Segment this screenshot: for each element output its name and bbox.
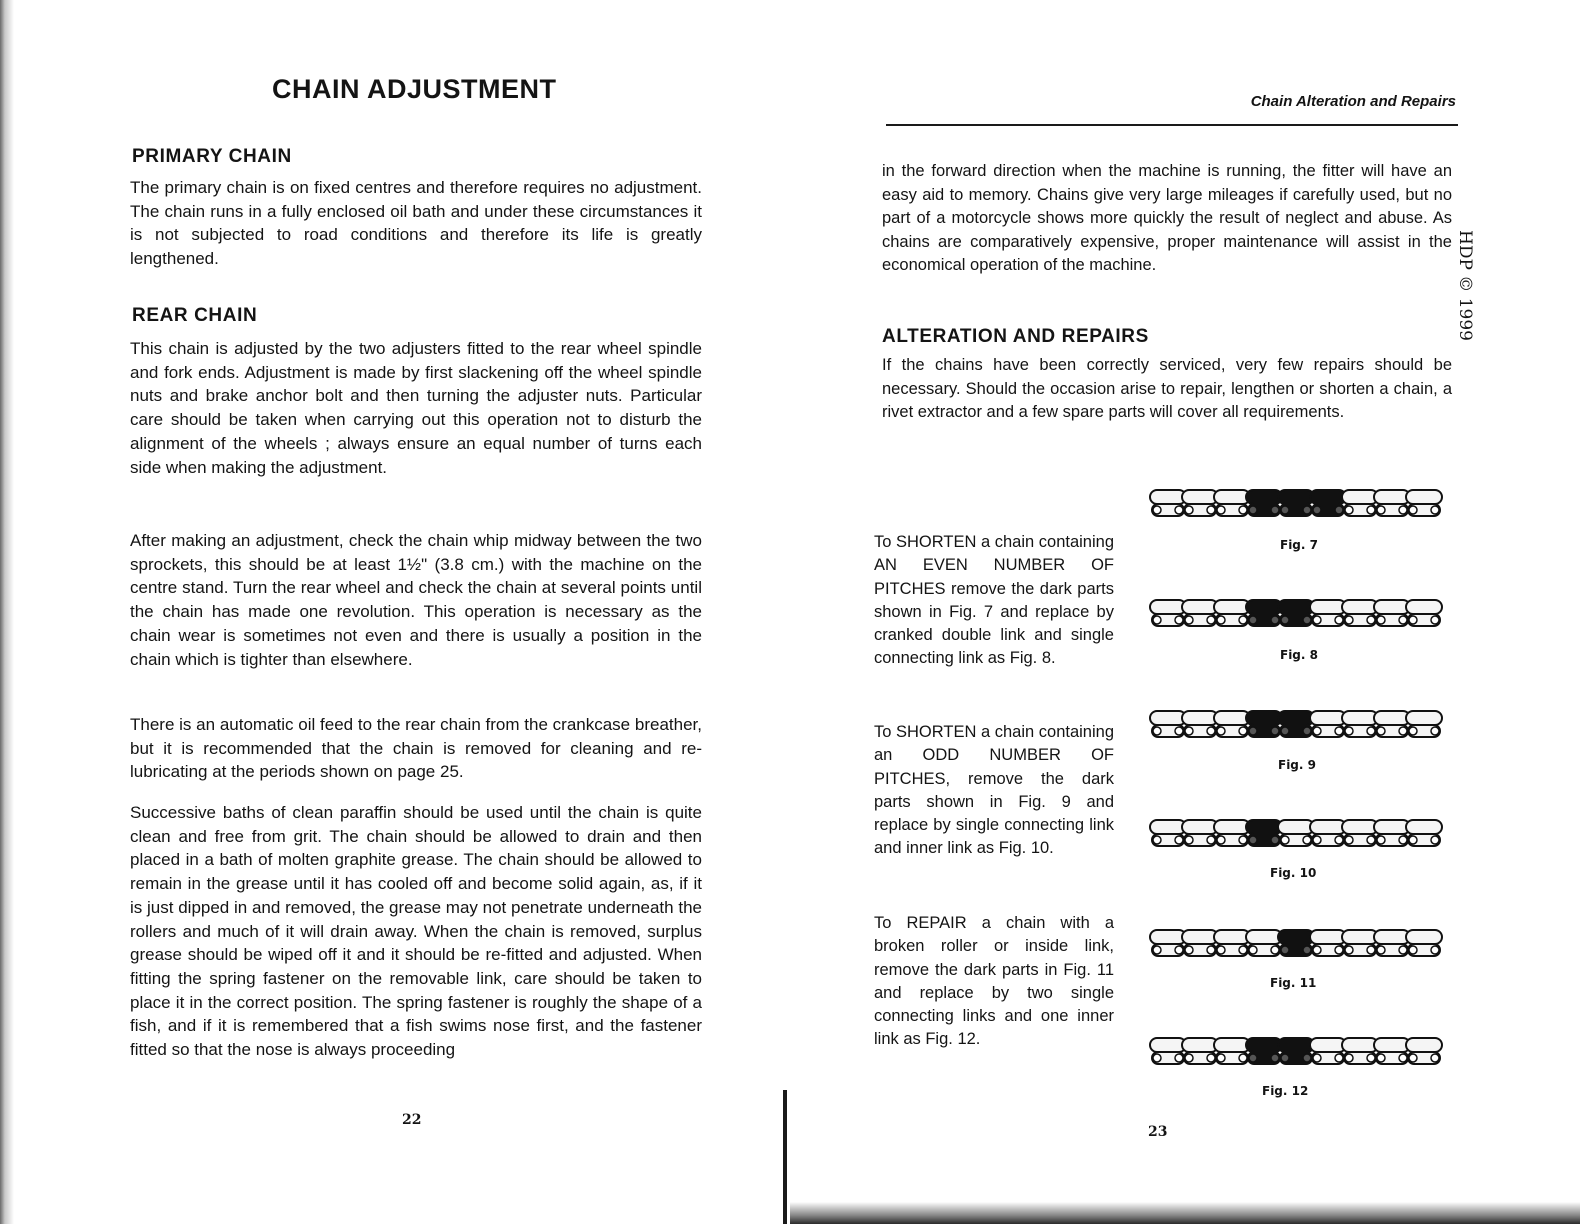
- chain-link: [1310, 600, 1346, 626]
- chain-link-dark: [1278, 600, 1314, 626]
- chain-link: [1214, 600, 1250, 626]
- chain-link-dark: [1246, 1038, 1282, 1064]
- book-left-edge-shadow: [0, 0, 14, 1224]
- chain-link: [1374, 1038, 1410, 1064]
- chain-link: [1406, 600, 1442, 626]
- chain-link: [1150, 930, 1186, 956]
- chain-link-dark: [1278, 1038, 1314, 1064]
- page-bottom-shadow: [790, 1202, 1580, 1224]
- chain-link: [1374, 711, 1410, 737]
- chain-figure-8: [1140, 592, 1450, 634]
- chain-link: [1150, 820, 1186, 846]
- chain-link: [1374, 930, 1410, 956]
- paragraph-primary-chain: The primary chain is on fixed centres and therefore requires no adjustment. The chain runs in a fully enclosed oil bath and under these circumstances it is not subjected to road conditions and therefore its life is greatly lengthened.: [130, 178, 702, 269]
- chain-link: [1374, 490, 1410, 516]
- chain-link-dark: [1246, 711, 1282, 737]
- page-number-left: 22: [402, 1112, 422, 1128]
- chain-link: [1342, 1038, 1378, 1064]
- page-number-right: 23: [1148, 1124, 1168, 1140]
- chain-link: [1214, 490, 1250, 516]
- chain-link-dark: [1278, 930, 1314, 956]
- paragraph-alteration-intro: If the chains have been correctly serviced, very few repairs should be necessary. Should the occasion arise to repair, lengthen or shorten a chain, a rivet extractor and a few spare parts will cover all requirements.: [882, 356, 1452, 421]
- figure-caption-11: Fig. 11: [1270, 976, 1317, 990]
- instruction-repair: To REPAIR a chain with a broken roller or inside link, remove the dark parts in Fig. 11 and replace by two single connecting links and one inner link as Fig. 12.: [874, 914, 1114, 1049]
- instruction-shorten-even: To SHORTEN a chain containing AN EVEN NUMBER OF PITCHES remove the dark parts shown in Fig. 7 and replace by cranked double link and single connecting link as Fig. 8.: [874, 533, 1114, 668]
- section-heading-rear-chain: REAR CHAIN: [132, 305, 258, 326]
- figure-caption-7: Fig. 7: [1280, 538, 1318, 552]
- chain-link: [1342, 711, 1378, 737]
- chain-link-dark: [1310, 490, 1346, 516]
- chain-link: [1150, 1038, 1186, 1064]
- page-title: CHAIN ADJUSTMENT: [272, 74, 557, 104]
- chain-link: [1374, 820, 1410, 846]
- chain-link: [1310, 1038, 1346, 1064]
- chain-link: [1150, 600, 1186, 626]
- chain-link-dark: [1278, 490, 1314, 516]
- chain-link: [1246, 930, 1282, 956]
- chain-link: [1406, 711, 1442, 737]
- chain-figure-7: [1140, 482, 1450, 524]
- paragraph-rear-chain-4: Successive baths of clean paraffin should be used until the chain is quite clean and free from grit. The chain should be allowed to drain and then placed in a bath of molten graphite grease. The chain should be allowed to remain in the grease until it has cooled off and become solid again, as, if it is just dipped in and removed, the grease may not penetrate underneath the rollers and much of it will drain away. When the chain is removed, surplus grease should be wiped off it and it should be re-fitted and adjusted. When fitting the spring fastener on the removable link, care should be taken to place it in the correct position. The spring fastener is roughly the shape of a fish, and if it is remembered that a fish swims nose first, and the fastener fitted so that the nose is always proceeding: [130, 803, 702, 1060]
- chain-figure-10: [1140, 812, 1450, 854]
- chain-link: [1214, 1038, 1250, 1064]
- chain-link: [1182, 930, 1218, 956]
- chain-link-dark: [1246, 490, 1282, 516]
- chain-link: [1278, 820, 1314, 846]
- header-rule: [886, 124, 1458, 126]
- figure-caption-10: Fig. 10: [1270, 866, 1317, 880]
- chain-figure-12: [1140, 1030, 1450, 1072]
- chain-link-dark: [1246, 820, 1282, 846]
- chain-link: [1214, 930, 1250, 956]
- chain-link: [1150, 711, 1186, 737]
- chain-link: [1182, 711, 1218, 737]
- chain-figure-9: [1140, 703, 1450, 745]
- chain-link: [1150, 490, 1186, 516]
- instruction-shorten-odd: To SHORTEN a chain containing an ODD NUMBER OF PITCHES, remove the dark parts shown in Fig. 9 and replace by single connecting link and inner link as Fig. 10.: [874, 723, 1114, 858]
- chain-link: [1182, 820, 1218, 846]
- paragraph-continuation: in the forward direction when the machine is running, the fitter will have an easy aid to memory. Chains give very large mileages if carefully used, but no part of a motorcycle shows more quickly the result of neglect and abuse. As chains are comparatively expensive, proper maintenance will assist in the economical operation of the machine.: [882, 162, 1452, 274]
- chain-link: [1406, 820, 1442, 846]
- paragraph-rear-chain-2: After making an adjustment, check the chain whip midway between the two sprockets, this should be at least 1½" (3.8 cm.) with the machine on the centre stand. Turn the rear wheel and check the chain at several points until the chain has made one revolution. This operation is necessary as the chain wear is sometimes not even and there is usually a position in the chain which is tighter than elsewhere.: [130, 531, 702, 669]
- chain-link: [1342, 820, 1378, 846]
- chain-link: [1406, 490, 1442, 516]
- chain-link: [1182, 490, 1218, 516]
- paragraph-rear-chain-3: There is an automatic oil feed to the rear chain from the crankcase breather, but it is recommended that the chain is removed for cleaning and re-lubricating at the periods shown on page 25.: [130, 715, 702, 782]
- chain-link: [1214, 820, 1250, 846]
- section-heading-alteration-repairs: ALTERATION AND REPAIRS: [882, 326, 1149, 347]
- running-head: Chain Alteration and Repairs: [1250, 93, 1456, 110]
- chain-link: [1406, 930, 1442, 956]
- chain-link: [1374, 600, 1410, 626]
- chain-link: [1182, 600, 1218, 626]
- chain-link: [1310, 930, 1346, 956]
- chain-link: [1182, 1038, 1218, 1064]
- chain-link: [1310, 820, 1346, 846]
- chain-link: [1342, 490, 1378, 516]
- chain-link-dark: [1278, 711, 1314, 737]
- chain-link: [1406, 1038, 1442, 1064]
- copyright-credit: HDP © 1999: [1455, 230, 1475, 341]
- book-spine: [783, 1090, 787, 1224]
- chain-link: [1310, 711, 1346, 737]
- chain-link: [1342, 600, 1378, 626]
- paragraph-rear-chain-1: This chain is adjusted by the two adjusters fitted to the rear wheel spindle and fork ends. Adjustment is made by first slackening off the wheel spindle nuts and brake anchor bolt and then turning the adjuster nuts. Particular care should be taken when carrying out this operation not to disturb the alignment of the wheels ; always ensure an equal number of turns each side when making the adjustment.: [130, 339, 702, 477]
- figure-caption-12: Fig. 12: [1262, 1084, 1309, 1098]
- chain-link: [1214, 711, 1250, 737]
- section-heading-primary-chain: PRIMARY CHAIN: [132, 146, 292, 167]
- figure-caption-9: Fig. 9: [1278, 758, 1316, 772]
- chain-link: [1342, 930, 1378, 956]
- chain-link-dark: [1246, 600, 1282, 626]
- chain-figure-11: [1140, 922, 1450, 964]
- figure-caption-8: Fig. 8: [1280, 648, 1318, 662]
